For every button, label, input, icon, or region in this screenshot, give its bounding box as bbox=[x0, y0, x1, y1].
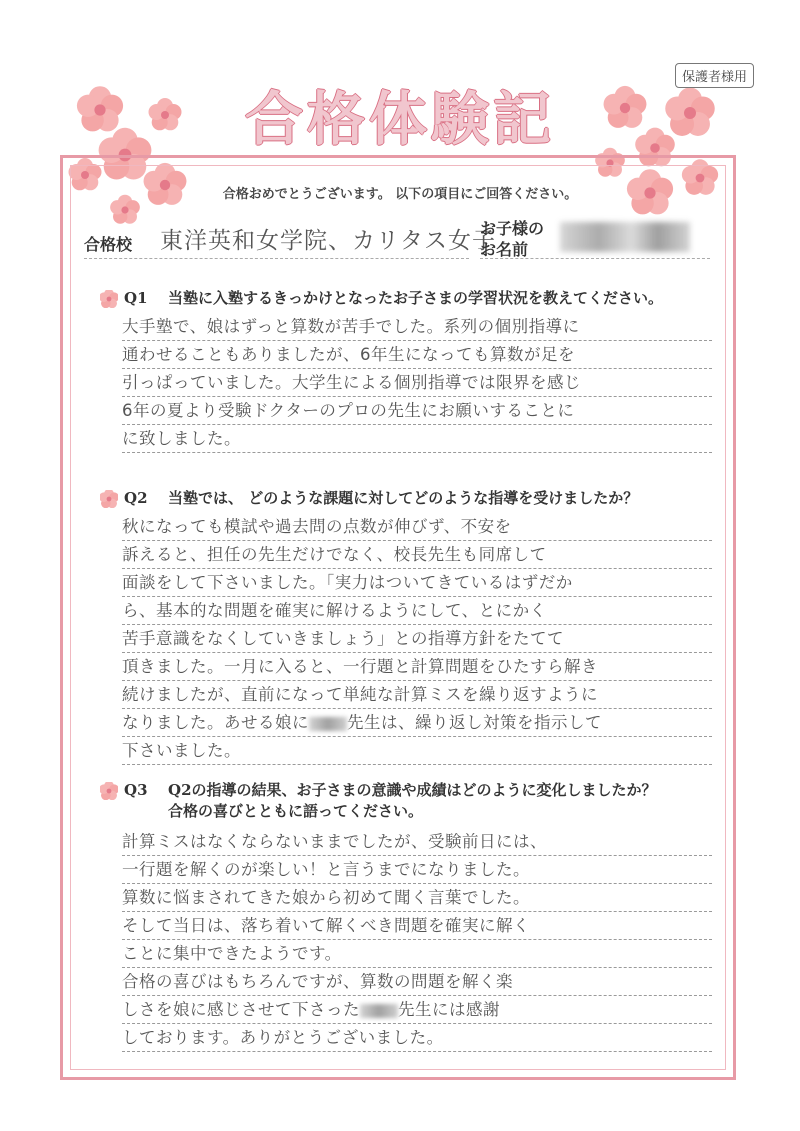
q3-question: Q2の指導の結果、お子さまの意識や成績はどのように変化しましたか？ bbox=[168, 781, 657, 799]
q1-number: Q1 bbox=[124, 289, 148, 307]
answer-fragment: なりました。あせる娘に bbox=[122, 713, 309, 732]
answer-line: に致しました。 bbox=[122, 425, 712, 453]
blossom-bullet-icon bbox=[100, 490, 118, 508]
child-label-line1: お子様の bbox=[480, 219, 545, 238]
page-title: 合格体験記 bbox=[244, 85, 555, 153]
blossom-bullet-icon bbox=[100, 782, 118, 800]
q3-number: Q3 bbox=[124, 781, 148, 799]
answer-line: そして当日は、落ち着いて解くべき問題を確実に解く bbox=[122, 912, 712, 940]
redacted-child-name bbox=[560, 222, 690, 252]
answer-line: 6年の夏より受験ドクターのプロの先生にお願いすることに bbox=[122, 397, 712, 425]
child-name-underline bbox=[480, 258, 710, 259]
q3-answer bbox=[122, 828, 712, 1052]
q2-answer bbox=[122, 513, 712, 765]
answer-line bbox=[122, 709, 712, 737]
greeting-text: 合格おめでとうございます。 以下の項目にご回答ください。 bbox=[222, 187, 578, 202]
answer-line: しております。ありがとうございました。 bbox=[122, 1024, 712, 1052]
answer-fragment: 先生には感謝 bbox=[398, 1000, 500, 1019]
answer-line: 計算ミスはなくならないままでしたが、受験前日には、 bbox=[122, 828, 712, 856]
q2-number: Q2 bbox=[124, 489, 148, 507]
answer-line: 引っぱっていました。大学生による個別指導では限界を感じ bbox=[122, 369, 712, 397]
parent-form-badge: 保護者様用 bbox=[675, 63, 754, 88]
q2-heading bbox=[100, 488, 638, 509]
answer-line: 苦手意識をなくしていきましょう」との指導方針をたてて bbox=[122, 625, 712, 653]
q3-subquestion: 合格の喜びとともに語ってください。 bbox=[168, 802, 424, 820]
q2-question: 当塾では、 どのような課題に対してどのような指導を受けましたか？ bbox=[168, 489, 639, 507]
answer-line bbox=[122, 996, 712, 1024]
answer-fragment: しさを娘に感じさせて下さった bbox=[122, 1000, 360, 1019]
school-label: 合格校 bbox=[84, 235, 133, 254]
answer-line: 続けましたが、直前になって単純な計算ミスを繰り返すように bbox=[122, 681, 712, 709]
q1-heading bbox=[100, 288, 663, 309]
answer-line: 秋になっても模試や過去問の点数が伸びず、不安を bbox=[122, 513, 712, 541]
blossom-bullet-icon bbox=[100, 290, 118, 308]
answer-line: 大手塾で、娘はずっと算数が苦手でした。系列の個別指導に bbox=[122, 313, 712, 341]
answer-line: 算数に悩まされてきた娘から初めて聞く言葉でした。 bbox=[122, 884, 712, 912]
answer-line: ら、基本的な問題を確実に解けるようにして、とにかく bbox=[122, 597, 712, 625]
answer-line: 面談をして下さいました。「実力はついてきているはずだか bbox=[122, 569, 712, 597]
q1-question: 当塾に入塾するきっかけとなったお子さまの学習状況を教えてください。 bbox=[168, 289, 664, 307]
answer-line: 合格の喜びはもちろんですが、算数の問題を解く楽 bbox=[122, 968, 712, 996]
school-underline bbox=[84, 258, 469, 259]
answer-line: 頂きました。一月に入ると、一行題と計算問題をひたすら解き bbox=[122, 653, 712, 681]
answer-line: ことに集中できたようです。 bbox=[122, 940, 712, 968]
school-value: 東洋英和女学院、カリタス女子 bbox=[160, 228, 496, 254]
answer-line: 通わせることもありましたが、6年生になっても算数が足を bbox=[122, 341, 712, 369]
answer-fragment: 先生は、繰り返し対策を指示して bbox=[347, 713, 602, 732]
child-label-line2: お名前 bbox=[480, 240, 529, 259]
answer-line: 下さいました。 bbox=[122, 737, 712, 765]
redacted-teacher-name bbox=[360, 1004, 398, 1018]
q3-heading bbox=[100, 780, 657, 822]
redacted-teacher-name bbox=[309, 717, 347, 731]
child-name-label bbox=[480, 218, 544, 260]
answer-line: 一行題を解くのが楽しい！と言うまでになりました。 bbox=[122, 856, 712, 884]
answer-line: 訴えると、担任の先生だけでなく、校長先生も同席して bbox=[122, 541, 712, 569]
q1-answer bbox=[122, 313, 712, 453]
